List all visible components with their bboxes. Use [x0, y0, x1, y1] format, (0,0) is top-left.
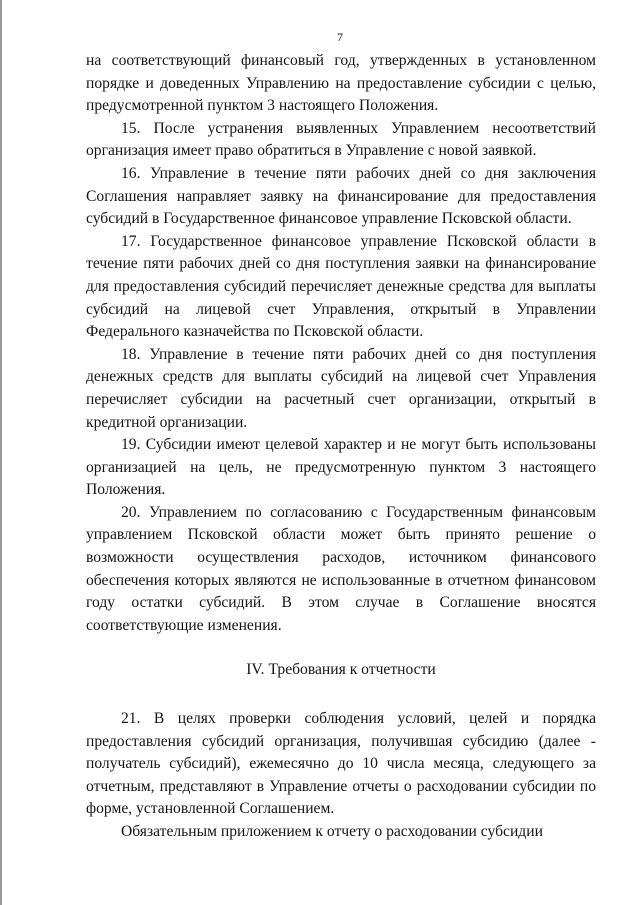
section-heading: IV. Требования к отчетности	[246, 661, 436, 679]
paragraph-17: 17. Государственное финансовое управление Псковской области в течение пяти рабочих дней со дня поступления заявки на финансирование для предоставления субсидий перечисляет денежные средства для выплаты субсидий на лицевой счет Управления, открытый в Управлении Федерального казначейства по Псковской области.	[86, 232, 596, 341]
paragraph-continuation: на соответствующий финансовый год, утвержденных в установленном порядке и доведенных Управлению на предоставление субсидии с целью, предусмотренной пунктом 3 настоящего Положения.	[86, 52, 596, 115]
paragraph-18: 18. Управление в течение пяти рабочих дней со дня поступления денежных средств для выплаты субсидий на лицевой счет Управления перечисляет субсидии на расчетный счет организации, открытый в кредитной организации.	[86, 345, 596, 431]
page-number: 7	[337, 30, 343, 44]
paragraph-21: 21. В целях проверки соблюдения условий, целей и порядка предоставления субсидий организация, получившая субсидию (далее - получатель субсидий), ежемесячно до 10 числа месяца, следующего за отчетным, представляют в Управление отчеты о расходовании субсидии по форме, установленной Соглашением.	[86, 710, 596, 818]
paragraph-16: 16. Управление в течение пяти рабочих дней со дня заключения Соглашения направляет заявку на финансирование для предоставления субсидий в Государственное финансовое управление Псковской области.	[86, 164, 596, 228]
document-body	[86, 50, 596, 844]
page-left-edge	[0, 0, 2, 905]
paragraph-20: 20. Управлением по согласованию с Государственным финансовым управлением Псковской области может быть принято решение о возможности осуществления расходов, источником финансового обеспечения которых являются не использованные в отчетном финансовом году остатки субсидий. В этом случае в Соглашение вносятся соответствующие изменения.	[86, 503, 596, 634]
paragraph-attachment: Обязательным приложением к отчету о расходовании субсидии	[121, 823, 543, 840]
paragraph-15: 15. После устранения выявленных Управлением несоответствий организация имеет право обратиться в Управление с новой заявкой.	[86, 119, 596, 160]
paragraph-19: 19. Субсидии имеют целевой характер и не могут быть использованы организацией на цель, не предусмотренную пунктом 3 настоящего Положения.	[86, 436, 596, 499]
